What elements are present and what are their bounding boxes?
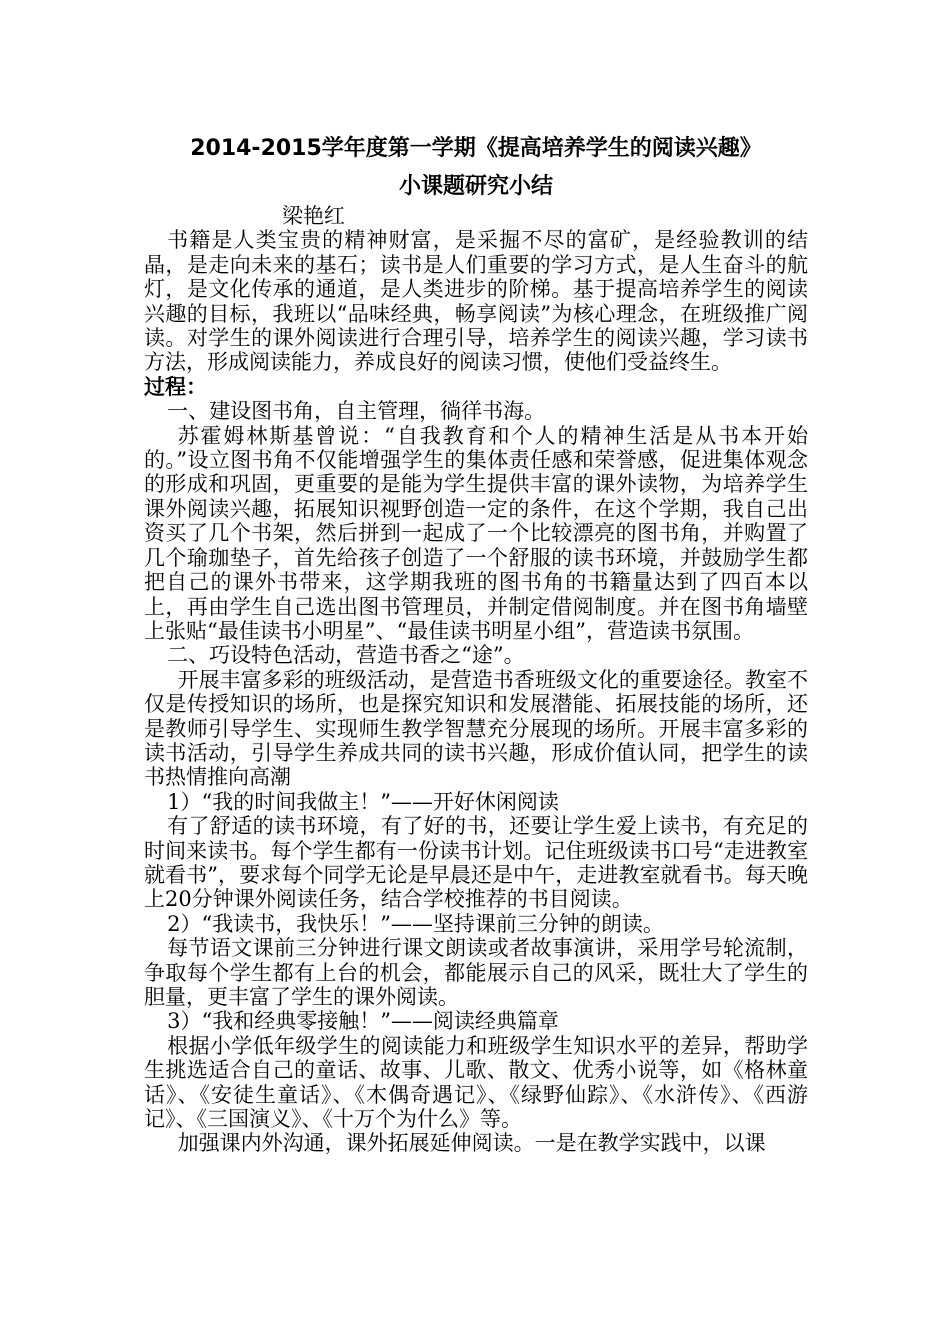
document-body	[144, 132, 808, 1156]
section1-heading: 一、建设图书角，自主管理，徜徉书海。	[167, 399, 546, 424]
item1-paragraph: 有了舒适的读书环境，有了好的书，还要让学生爱上读书，有充足的时间来读书。每个学生都有一份读书计划。记住班级读书口号“走进教室就看书”，要求每个同学无论是早晨还是中午，走进教室就看书。每天晚上20分钟课外阅读任务，结合学校推荐的书目阅读。	[144, 814, 808, 912]
item1-heading: 1）“我的时间我做主！”——开好休闲阅读	[167, 789, 559, 814]
section2-paragraph: 开展丰富多彩的班级活动，是营造书香班级文化的重要途径。教室不仅是传授知识的场所，也是探究知识和发展潜能、拓展技能的场所，还是教师引导学生、实现师生教学智慧充分展现的场所。开展丰富多彩的读书活动，引导学生养成共同的读书兴趣，形成价值认同，把学生的读书热情推向高潮	[144, 667, 808, 790]
process-label: 过程：	[144, 374, 207, 399]
intro-paragraph: 书籍是人类宝贵的精神财富，是采掘不尽的富矿，是经验教训的结晶，是走向未来的基石；读书是人们重要的学习方式，是人生奋斗的航灯，是文化传承的通道，是人类进步的阶梯。基于提高培养学生的阅读兴趣的目标，我班以“品味经典，畅享阅读”为核心理念，在班级推广阅读。对学生的课外阅读进行合理引导，培养学生的阅读兴趣，学习读书方法，形成阅读能力，养成良好的阅读习惯，使他们受益终生。	[144, 228, 808, 375]
document-title-line1: 2014-2015学年度第一学期《提高培养学生的阅读兴趣》	[190, 136, 762, 161]
item2-paragraph: 每节语文课前三分钟进行课文朗读或者故事演讲，采用学号轮流制，争取每个学生都有上台的机会，都能展示自己的风采，既壮大了学生的胆量，更丰富了学生的课外阅读。	[144, 936, 808, 1009]
section2-heading: 二、巧设特色活动，营造书香之“途”。	[167, 643, 525, 668]
item3-heading: 3）“我和经典零接触！”——阅读经典篇章	[167, 1009, 559, 1034]
document-title-line2: 小课题研究小结	[398, 174, 553, 199]
item3-paragraph: 根据小学低年级学生的阅读能力和班级学生知识水平的差异，帮助学生挑选适合自己的童话、故事、儿歌、散文、优秀小说等，如《格林童话》、《安徒生童话》、《木偶奇遇记》、《绿野仙踪》、《水浒传》、《西游记》、《三国演义》、《十万个为什么》等。	[144, 1033, 808, 1132]
item2-heading: 2）“我读书，我快乐！”——坚持课前三分钟的朗读。	[167, 911, 664, 936]
section1-paragraph: 苏霍姆林斯基曾说：“自我教育和个人的精神生活是从书本开始的。”设立图书角不仅能增强学生的集体责任感和荣誉感，促进集体观念的形成和巩固，更重要的是能为学生提供丰富的课外读物，为培养学生课外阅读兴趣，拓展知识视野创造一定的条件，在这个学期，我自己出资买了几个书架，然后拼到一起成了一个比较漂亮的图书角，并购置了几个瑜珈垫子，首先给孩子创造了一个舒服的读书环境，并鼓励学生都把自己的课外书带来，这学期我班的图书角的书籍量达到了四百本以上，再由学生自己选出图书管理员，并制定借阅制度。并在图书角墙壁上张贴“最佳读书小明星”、“最佳读书明星小组”，营造读书氛围。	[144, 423, 808, 643]
author-name: 梁艳红	[282, 204, 345, 228]
closing-paragraph: 加强课内外沟通，课外拓展延伸阅读。一是在教学实践中，以课	[177, 1131, 766, 1156]
